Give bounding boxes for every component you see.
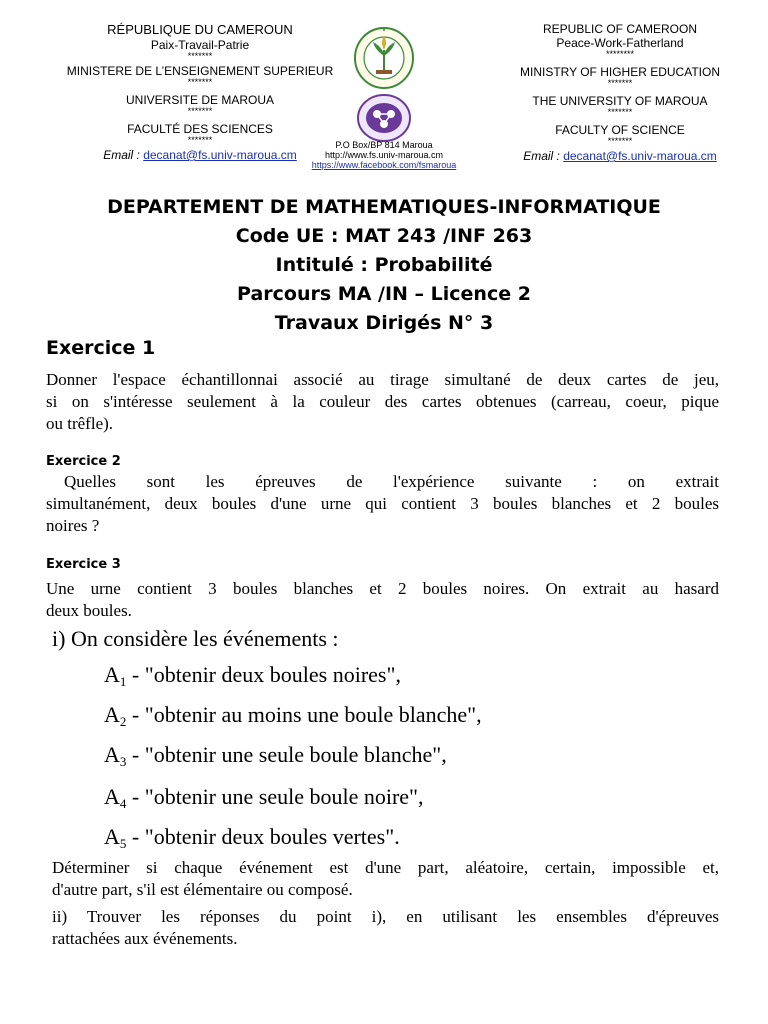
separator-stars: ******* [187,77,213,87]
exercise-3-line: deux boules. [46,601,132,620]
ministry-fr: MINISTERE DE L’ENSEIGNEMENT SUPERIEUR [66,64,334,78]
website: http://www.fs.univ-maroua.cm [324,150,444,160]
po-box: P.O Box/BP 814 Maroua [335,140,433,150]
event-a4 [104,784,424,812]
event-index: 1 [119,674,127,689]
event-letter: A [104,784,120,809]
event-text: - "obtenir au moins une boule blanche", [126,702,482,727]
event-letter: A [104,702,120,727]
event-index: 2 [119,714,127,729]
motto-en: Peace-Work-Fatherland [556,36,684,50]
event-text: - "obtenir deux boules noires", [126,662,401,687]
ministry-en: MINISTRY OF HIGHER EDUCATION [519,65,720,79]
event-letter: A [104,662,120,687]
event-letter: A [104,742,120,767]
exercise-3-instruction: d'autre part, s'il est élémentaire ou composé. [52,880,353,899]
department-title: DEPARTEMENT DE MATHEMATIQUES-INFORMATIQUE [107,196,661,218]
university-en: THE UNIVERSITY OF MAROUA [532,94,708,108]
event-index: 4 [119,796,127,811]
event-a3 [104,742,447,770]
track-title: Parcours MA /IN – Licence 2 [237,283,531,305]
part-ii-line: rattachées aux événements. [52,929,238,948]
email-line-en [496,149,744,164]
event-a5 [104,824,400,852]
separator-stars: ******* [187,106,213,116]
logos [322,26,446,142]
email-link[interactable]: decanat@fs.univ-maroua.cm [143,148,297,162]
event-index: 5 [119,836,127,851]
event-letter: A [104,824,120,849]
email-label: Email : [103,148,144,162]
exercise-1-line: Donner l'espace échantillonnai associé au tirage simultané de deux cartes de jeu, [46,370,719,389]
separator-stars: ******* [607,78,633,88]
course-title: Intitulé : Probabilité [275,254,493,276]
event-text: - "obtenir deux boules vertes". [126,824,400,849]
exercise-1-line: ou trêfle). [46,414,114,433]
faculty-logo [357,94,411,142]
university-fr: UNIVERSITE DE MAROUA [125,93,275,107]
email-link[interactable]: decanat@fs.univ-maroua.cm [563,149,717,163]
event-text: - "obtenir une seule boule noire", [126,784,424,809]
separator-stars: ******* [607,107,633,117]
country-en: REPUBLIC OF CAMEROON [542,22,698,36]
event-text: - "obtenir une seule boule blanche", [126,742,447,767]
exercise-3-heading: Exercice 3 [46,557,121,572]
exercise-2-heading: Exercice 2 [46,454,121,469]
part-ii-line: ii) Trouver les réponses du point i), en utilisant les ensembles d'épreuves [52,907,719,926]
university-seal-logo [353,26,415,90]
motto-fr: Paix-Travail-Patrie [150,38,250,52]
course-code: Code UE : MAT 243 /INF 263 [235,225,533,247]
part-i-heading: i) On considère les événements : [52,626,339,651]
exercise-2-line: Quelles sont les épreuves de l'expérience suivante : on extrait [64,472,719,491]
td-title: Travaux Dirigés N° 3 [274,312,494,334]
event-a1 [104,662,401,690]
email-label: Email : [523,149,564,163]
faculty-fr: FACULTÉ DES SCIENCES [127,122,273,136]
separator-stars: ******** [605,49,635,59]
country-fr: RÉPUBLIQUE DU CAMEROUN [107,22,293,37]
exercise-1-heading: Exercice 1 [46,337,156,359]
event-index: 3 [119,754,127,769]
exercise-3-line: Une urne contient 3 boules blanches et 2 boules noires. On extrait au hasard [46,579,719,598]
letterhead-english [496,22,744,164]
exercise-1-line: si on s'intéresse seulement à la couleur des cartes obtenues (carreau, coeur, pique [46,392,719,411]
separator-stars: ******* [187,51,213,61]
event-a2 [104,702,482,730]
separator-stars: ******* [187,135,213,145]
faculty-en: FACULTY OF SCIENCE [555,123,685,137]
separator-stars: ******* [607,136,633,146]
document-titles [0,193,768,338]
exercise-2-line: simultanément, deux boules d'une urne qui contient 3 boules blanches et 2 boules [46,494,719,513]
exercise-3-instruction: Déterminer si chaque événement est d'une part, aléatoire, certain, impossible et, [52,858,719,877]
exercise-2-line: noires ? [46,516,100,535]
contact-block [300,140,468,170]
facebook-link[interactable]: https://www.facebook.com/fsmaroua [311,160,457,170]
